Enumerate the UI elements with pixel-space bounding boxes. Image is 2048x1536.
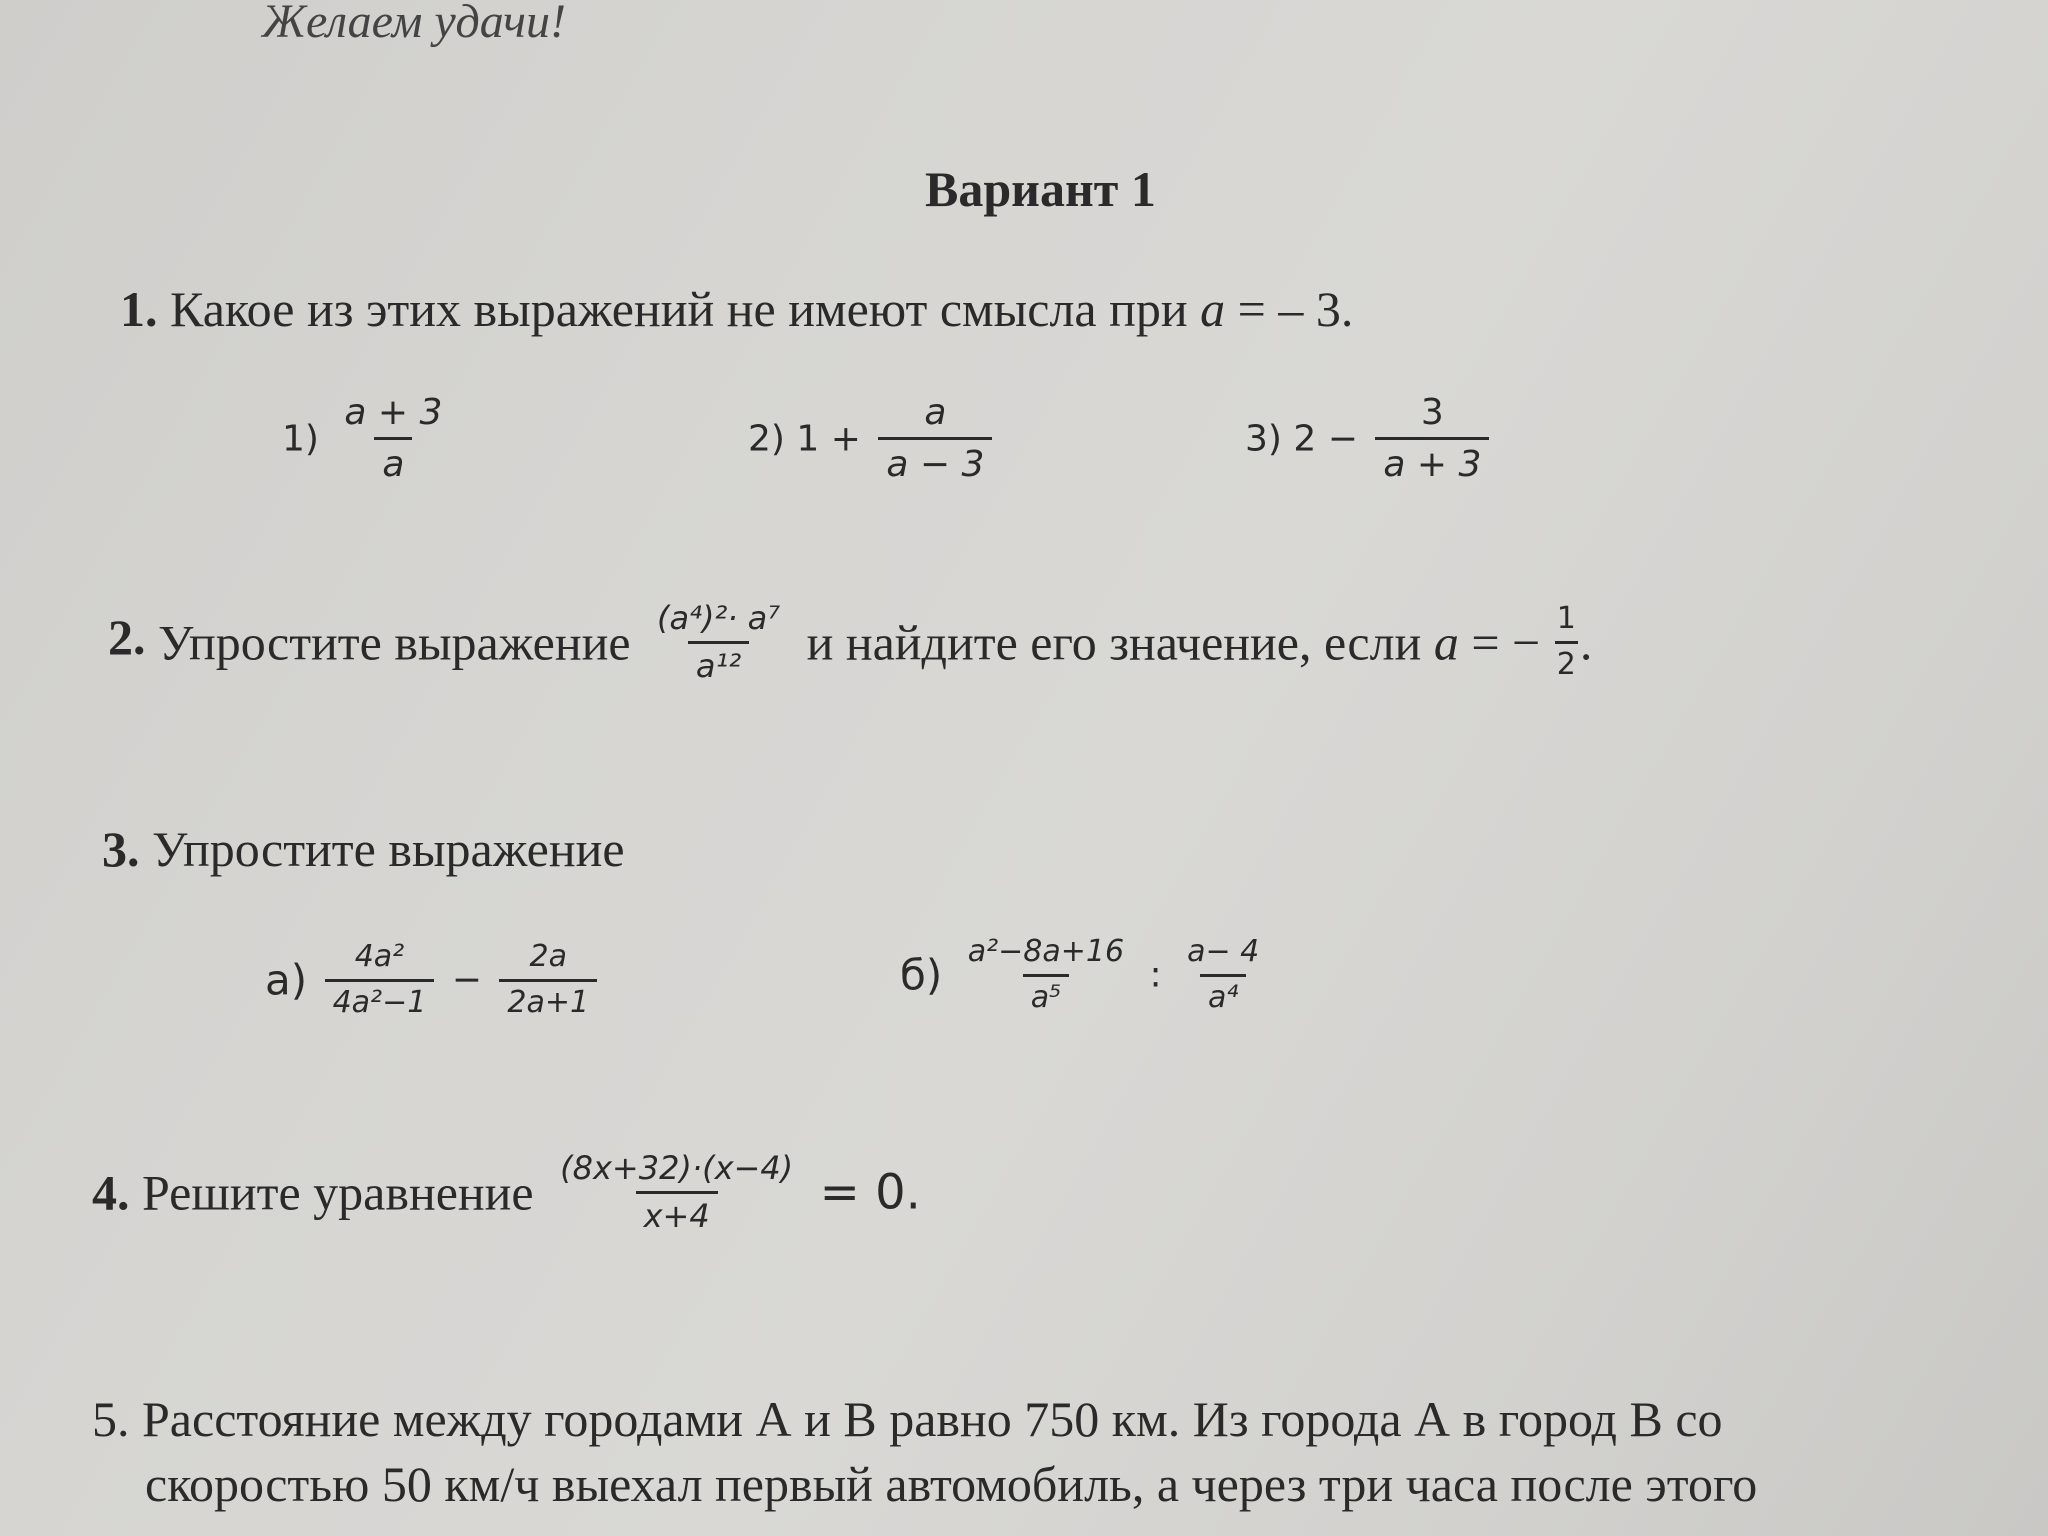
- task-5-number: 5.: [92, 1391, 130, 1447]
- task-1-condition: = – 3.: [1225, 281, 1354, 337]
- task-5-line-1: [92, 1390, 1723, 1448]
- part-a-operator: −: [451, 959, 482, 1001]
- option-3-numerator: 3: [1420, 392, 1444, 433]
- part-b-label: б): [900, 950, 943, 1000]
- task-2-text-before: Упростите выражение: [158, 614, 631, 671]
- half-denominator: 2: [1555, 641, 1578, 683]
- task-4-text: Решите уравнение: [142, 1164, 534, 1221]
- task-4-rhs: = 0.: [819, 1164, 921, 1221]
- option-3-prefix: 2 −: [1293, 418, 1358, 460]
- task-1-text: Какое из этих выражений не имеют смысла при: [170, 281, 1188, 337]
- part-b-fraction-2: [1179, 935, 1267, 1015]
- task-4-fraction: [552, 1150, 801, 1235]
- option-2-label: 2): [748, 418, 785, 460]
- task-2-numerator: (a⁴)²· a⁷: [657, 599, 781, 637]
- part-b-operator: :: [1149, 954, 1162, 996]
- part-a-label: а): [265, 955, 308, 1005]
- task-2-number: 2.: [108, 608, 146, 665]
- part-a-f2-numerator: 2a: [529, 939, 567, 974]
- task-5-text-line-2: скоростью 50 км/ч выехал первый автомобиль, а через три часа после этого: [145, 1456, 1758, 1512]
- part-a-fraction-2: [499, 940, 597, 1020]
- task-4: [92, 1150, 921, 1235]
- task-2-half-fraction: [1555, 602, 1578, 682]
- task-2-equals: = −: [1458, 614, 1541, 671]
- option-3-label: 3): [1245, 418, 1282, 460]
- option-1-label: 1): [282, 418, 319, 460]
- part-a-f2-denominator: 2a+1: [499, 979, 597, 1021]
- variant-title: Вариант 1: [925, 161, 1156, 217]
- part-b-f2-numerator: a− 4: [1187, 934, 1260, 969]
- option-1-fraction: [336, 392, 450, 486]
- task-2-denominator: a¹²: [688, 641, 749, 685]
- part-a-fraction-1: [325, 940, 435, 1020]
- task-4-numerator: (8x+32)·(x−4): [560, 1149, 794, 1187]
- part-a-f1-numerator: 4a²: [354, 939, 405, 974]
- option-2-prefix: 1 +: [796, 418, 861, 460]
- task-2-variable: a: [1433, 614, 1459, 671]
- task-3-part-a: [265, 940, 603, 1020]
- task-5-text-line-1: Расстояние между городами А и В равно 750 км. Из города А в город В со: [142, 1391, 1723, 1447]
- task-2: [108, 600, 1592, 685]
- task-3-text: Упростите выражение: [152, 821, 625, 877]
- task-1-variable: a: [1200, 281, 1226, 337]
- half-numerator: 1: [1556, 601, 1576, 637]
- task-3-part-b: [900, 935, 1273, 1015]
- part-a-f1-denominator: 4a²−1: [325, 979, 435, 1021]
- option-2-denominator: a − 3: [878, 437, 992, 485]
- task-3: [102, 820, 625, 878]
- task-2-fraction: [649, 600, 788, 685]
- option-3-denominator: a + 3: [1375, 437, 1489, 485]
- option-1-denominator: a: [374, 437, 412, 485]
- task-3-number: 3.: [102, 821, 140, 877]
- task-2-period: .: [1579, 614, 1593, 671]
- task-5-line-2: [145, 1455, 1757, 1513]
- option-2-fraction: [878, 392, 992, 486]
- option-2-numerator: a: [924, 392, 947, 433]
- part-b-f2-denominator: a⁴: [1200, 974, 1246, 1016]
- task-1-option-3: [1245, 392, 1495, 486]
- option-3-fraction: [1375, 392, 1489, 486]
- task-2-text-after: и найдите его значение, если: [806, 614, 1422, 671]
- part-b-f1-numerator: a²−8a+16: [967, 934, 1125, 969]
- task-4-denominator: x+4: [636, 1191, 718, 1235]
- part-b-fraction-1: [960, 935, 1132, 1015]
- option-1-numerator: a + 3: [344, 392, 443, 433]
- part-b-f1-denominator: a⁵: [1023, 974, 1069, 1016]
- task-1-number: 1.: [120, 281, 158, 337]
- task-1: [120, 280, 1353, 338]
- task-1-option-2: [748, 392, 998, 486]
- task-4-number: 4.: [92, 1164, 130, 1221]
- task-1-option-1: [282, 392, 456, 486]
- good-luck-text: Желаем удачи!: [262, 0, 567, 48]
